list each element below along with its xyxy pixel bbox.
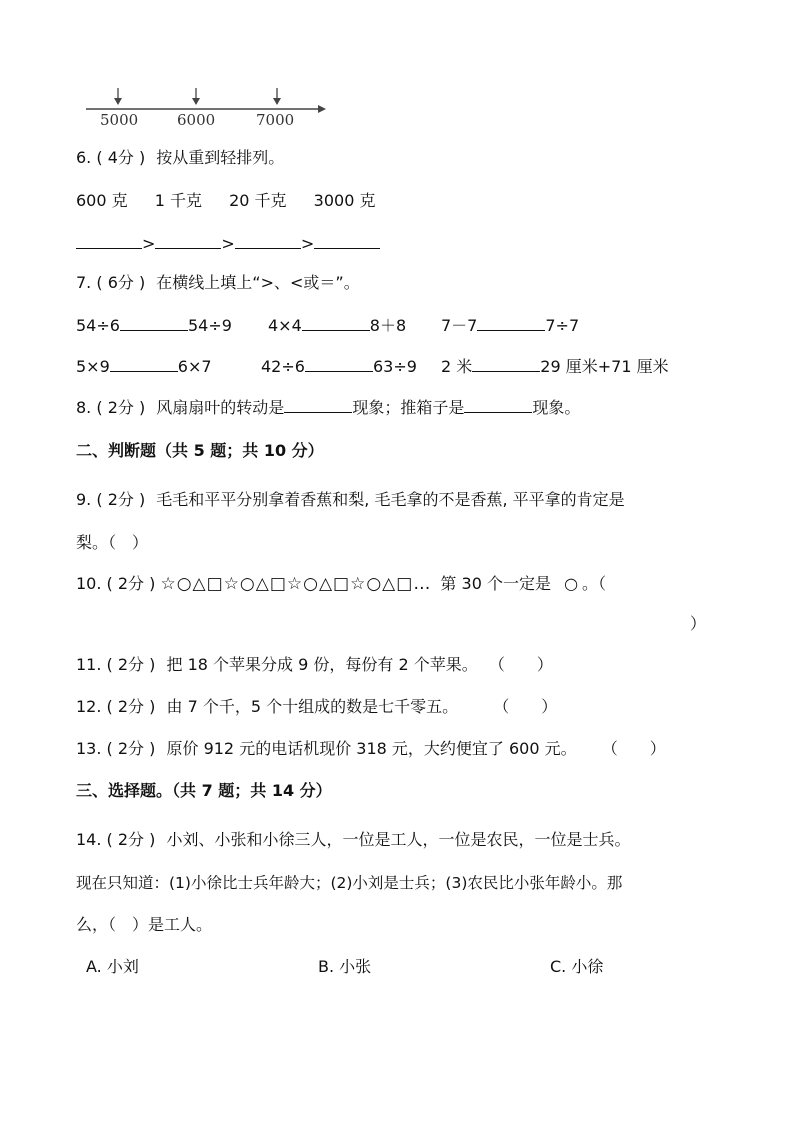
question-6-items: [76, 191, 375, 211]
question-number: 14.: [76, 830, 102, 849]
expression-right: 6×7: [177, 357, 212, 376]
answer-blank[interactable]: [464, 398, 532, 413]
shape-sequence: ☆○△□☆○△□☆○△□☆○△□…: [160, 574, 432, 594]
question-14-line-2: 现在只知道：(1)小徐比士兵年龄大；(2)小刘是士兵；(3)农民比小张年龄小。那: [76, 874, 623, 892]
expression-left: 4×4: [268, 316, 302, 335]
question-number: 7.: [76, 273, 92, 292]
number-line-label: 6000: [177, 111, 216, 129]
question-7-header: [76, 273, 360, 293]
expression-right: 54÷9: [187, 316, 232, 335]
question-text: 现象；推箱子是: [352, 398, 465, 417]
option-b[interactable]: B. 小张: [318, 957, 372, 976]
expression-right: 29 厘米+71 厘米: [540, 357, 669, 376]
answer-blank[interactable]: [284, 398, 352, 413]
answer-blank[interactable]: [477, 316, 545, 331]
question-text: 原价 912 元的电话机现价 318 元，大约便宜了 600 元。: [166, 739, 577, 758]
question-number: 9.: [76, 490, 92, 509]
greater-than-sign: >: [142, 234, 156, 253]
question-number: 6.: [76, 148, 92, 167]
answer-parentheses[interactable]: （ ）: [601, 739, 666, 758]
answer-blank[interactable]: [235, 234, 301, 249]
question-8: [76, 398, 580, 418]
score-label: ( 2分 ): [106, 574, 156, 593]
question-text: 把 18 个苹果分成 9 份，每份有 2 个苹果。: [166, 655, 478, 674]
number-line-label: 5000: [100, 111, 139, 129]
answer-blank[interactable]: [302, 316, 370, 331]
question-text: 风扇扇叶的转动是: [156, 398, 285, 417]
question-14-line-1: [76, 830, 631, 850]
question-6-answer-row: [76, 234, 380, 254]
question-number: 11.: [76, 655, 102, 674]
question-number: 12.: [76, 697, 102, 716]
question-10: [76, 574, 606, 594]
score-label: ( 2分 ): [96, 398, 146, 417]
answer-blank[interactable]: [305, 357, 373, 372]
option-c[interactable]: C. 小徐: [550, 957, 604, 976]
question-6-header: [76, 148, 284, 168]
comparison-item: [76, 316, 232, 336]
score-label: ( 2分 ): [106, 697, 156, 716]
expression-left: 42÷6: [261, 357, 305, 376]
question-prompt: 在横线上填上“>、<或＝”。: [156, 273, 360, 292]
section-3-title: 三、选择题。（共 7 题；共 14 分）: [76, 781, 332, 800]
question-9-line-2: 梨。（ ）: [76, 533, 149, 552]
score-label: ( 2分 ): [106, 739, 156, 758]
comparison-item: [268, 316, 406, 336]
question-number: 13.: [76, 739, 102, 758]
score-label: ( 6分 ): [96, 273, 146, 292]
question-text: 现象。: [532, 398, 581, 417]
answer-blank[interactable]: [314, 234, 380, 249]
comparison-item: [261, 357, 417, 377]
question-prompt: 按从重到轻排列。: [156, 148, 285, 167]
number-line-arrow: [318, 105, 326, 113]
expression-left: 5×9: [76, 357, 110, 376]
greater-than-sign: >: [300, 234, 315, 253]
score-label: ( 4分 ): [96, 148, 146, 167]
weight-item: 600 克: [76, 191, 128, 210]
question-text: 小刘、小张和小徐三人，一位是工人，一位是农民，一位是士兵。: [166, 830, 631, 849]
answer-blank[interactable]: [76, 234, 142, 249]
expression-left: 7－7: [441, 316, 478, 335]
answer-blank[interactable]: [155, 234, 221, 249]
answer-parentheses[interactable]: （ ）: [488, 655, 553, 674]
expression-right: 63÷9: [372, 357, 417, 376]
question-14-line-3: 么，（ ）是工人。: [76, 915, 213, 934]
comparison-item: [441, 316, 579, 336]
comparison-item: [76, 357, 212, 377]
section-2-title: 二、判断题（共 5 题；共 10 分）: [76, 441, 324, 460]
score-label: ( 2分 ): [106, 830, 156, 849]
question-9-line-1: [76, 490, 625, 510]
option-a[interactable]: A. 小刘: [86, 957, 139, 976]
question-number: 8.: [76, 398, 92, 417]
score-label: ( 2分 ): [96, 490, 146, 509]
answer-blank[interactable]: [110, 357, 178, 372]
greater-than-sign: >: [221, 234, 235, 253]
weight-item: 3000 克: [313, 191, 376, 210]
weight-item: 20 千克: [229, 191, 287, 210]
weight-item: 1 千克: [154, 191, 203, 210]
expression-right: 7÷7: [545, 316, 580, 335]
answer-blank[interactable]: [120, 316, 188, 331]
score-label: ( 2分 ): [106, 655, 156, 674]
answer-blank[interactable]: [472, 357, 540, 372]
question-11: [76, 655, 553, 675]
question-text: 由 7 个千，5 个十组成的数是七千零五。: [166, 697, 459, 716]
number-line-label: 7000: [256, 111, 295, 129]
expression-right: 8＋8: [369, 316, 407, 335]
question-number: 10.: [76, 574, 102, 593]
question-text: 。（: [582, 574, 607, 593]
question-text: 毛毛和平平分别拿着香蕉和梨, 毛毛拿的不是香蕉, 平平拿的肯定是: [156, 490, 625, 509]
answer-parentheses[interactable]: （ ）: [493, 697, 558, 716]
expression-left: 54÷6: [76, 316, 120, 335]
question-text: 第 30 个一定是: [440, 574, 551, 593]
comparison-item: [441, 357, 669, 377]
expression-left: 2 米: [441, 357, 473, 376]
number-line-figure: [80, 84, 330, 130]
question-10-paren-close: ）: [690, 614, 707, 633]
circle-shape: ○: [564, 574, 579, 593]
question-13: [76, 739, 666, 759]
question-12: [76, 697, 557, 717]
